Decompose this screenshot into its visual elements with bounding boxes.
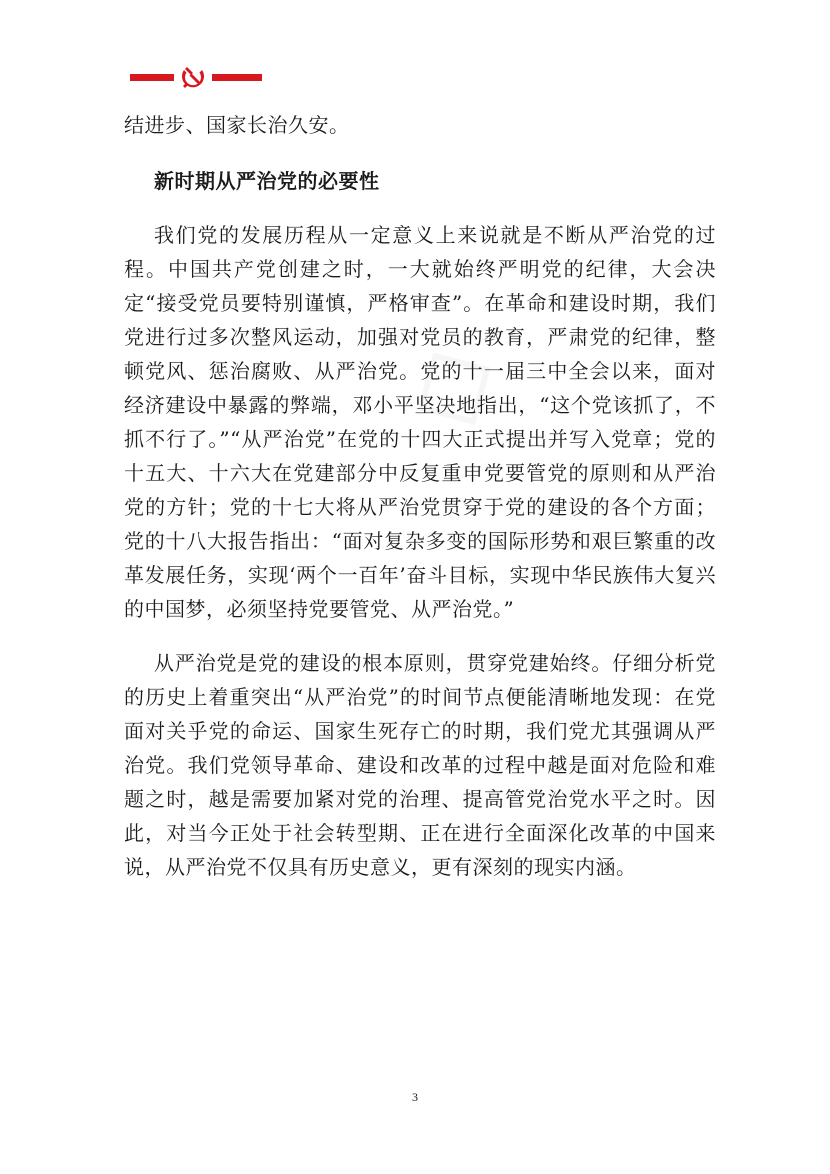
document-body: [124, 108, 716, 884]
page-number: 3: [412, 1090, 418, 1104]
section-heading: 新时期从严治党的必要性: [154, 169, 380, 193]
hammer-sickle-icon: [178, 64, 208, 90]
paragraph-1: 我们党的发展历程从一定意义上来说就是不断从严治党的过程。中国共产党创建之时，一大就始终严明党的纪律，大会决定“接受党员要特别谨慎，严格审查”。在革命和建设时期，我们党进行过多次整风运动，加强对党员的教育，严肃党的纪律，整顿党风、惩治腐败、从严治党。党的十一届三中全会以来，面对经济建设中暴露的弊端，邓小平坚决地指出，“这个党该抓了，不抓不行了。”“从严治党”在党的十四大正式提出并写入党章；党的十五大、十六大在党建部分中反复重申党要管党的原则和从严治党的方针；党的十七大将从严治党贯穿于党的建设的各个方面；党的十八大报告指出：“面对复杂多变的国际形势和艰巨繁重的改革发展任务，实现‘两个一百年’奋斗目标，实现中华民族伟大复兴的中国梦，必须坚持党要管党、从严治党。”: [124, 223, 716, 621]
header-bar-left: [130, 74, 174, 81]
continuation-line: 结进步、国家长治久安。: [124, 113, 350, 137]
paragraph-2: 从严治党是党的建设的根本原则，贯穿党建始终。仔细分析党的历史上着重突出“从严治党”的时间节点便能清晰地发现：在党面对关乎党的命运、国家生死存亡的时期，我们党尤其强调从严治党。我们党领导革命、建设和改革的过程中越是面对危险和难题之时，越是需要加紧对党的治理、提高管党治党水平之时。因此，对当今正处于社会转型期、正在进行全面深化改革的中国来说，从严治党不仅具有历史意义，更有深刻的现实内涵。: [124, 651, 716, 879]
header-bar-right: [212, 74, 262, 81]
header-emblem: [130, 64, 262, 90]
